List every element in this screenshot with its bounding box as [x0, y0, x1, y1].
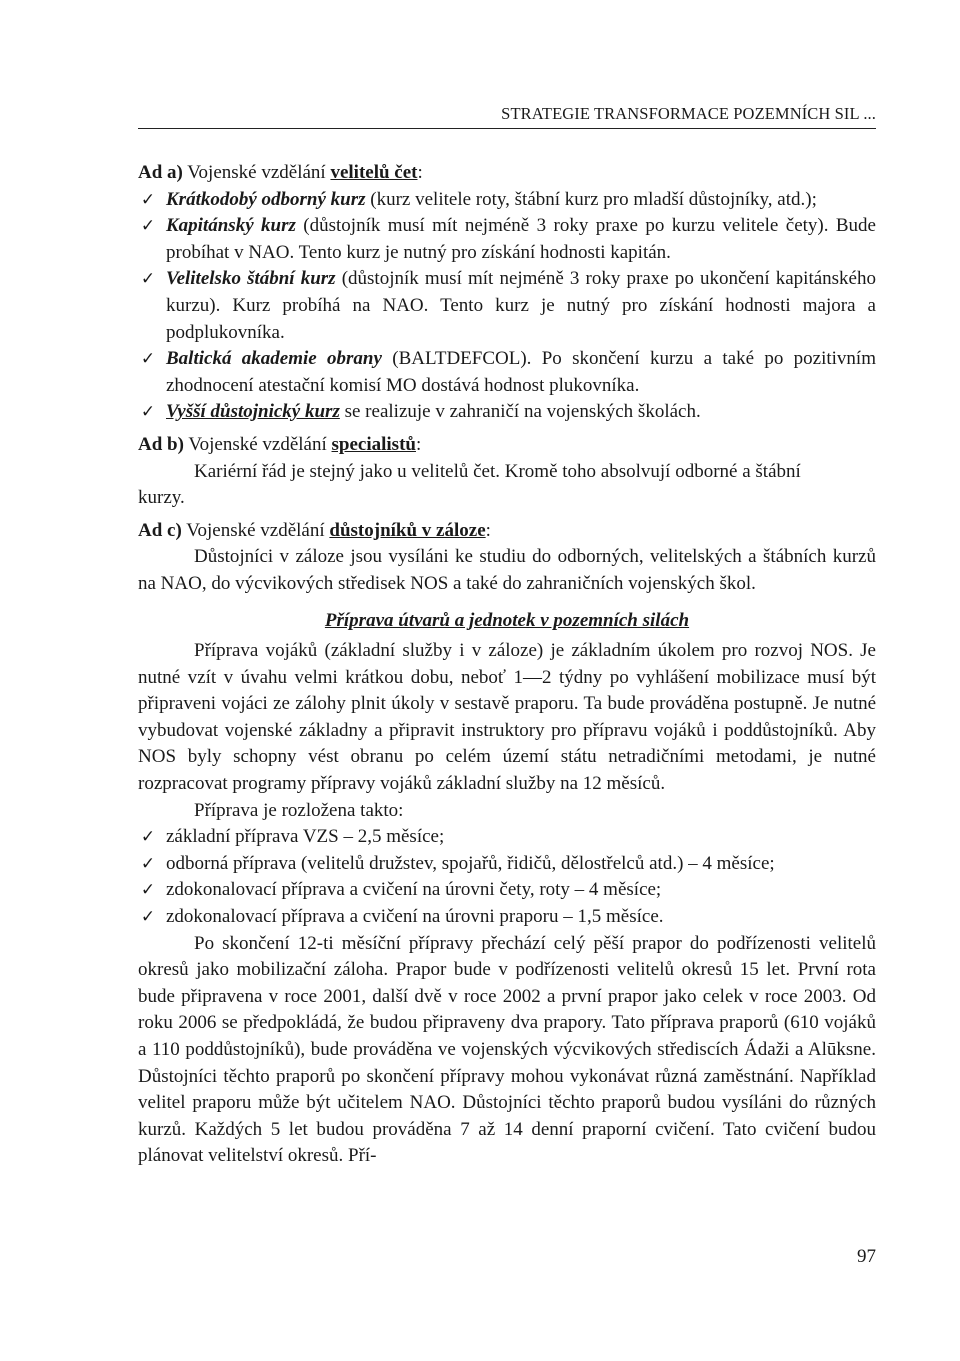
- check-icon: ✓: [140, 907, 156, 928]
- check-icon: ✓: [140, 189, 156, 210]
- course-text: (kurz velitele roty, štábní kurz pro mladší důstojníky, atd.);: [365, 188, 817, 210]
- section-c-text: Vojenské vzdělání: [181, 519, 330, 541]
- check-icon: ✓: [140, 827, 156, 848]
- section-b-term: specialistů: [331, 433, 416, 455]
- section-b-body: Kariérní řád je stejný jako u velitelů čet. Kromě toho absolvují odborné a štábní: [194, 460, 801, 482]
- list-item: [138, 187, 876, 214]
- preparation-list: [138, 824, 876, 930]
- section-a-heading: [138, 160, 876, 187]
- list-item-text: základní příprava VZS – 2,5 měsíce;: [166, 826, 445, 848]
- list-item: [138, 877, 876, 904]
- section-c-heading: [138, 518, 876, 545]
- list-item-text: odborná příprava (velitelů družstev, spojařů, řidičů, dělostřelců atd.) – 4 měsíce;: [166, 852, 775, 874]
- check-icon: ✓: [140, 402, 156, 423]
- page-number: 97: [857, 1246, 876, 1267]
- list-item: [138, 904, 876, 931]
- list-item: [138, 213, 876, 266]
- course-text: (důstojník musí mít nejméně 3 roky praxe po kurzu velitele čety). Bude probíhat v NAO. Tento kurz je nutný pro získání hodnosti kapitán.: [166, 215, 876, 263]
- list-item: [138, 851, 876, 878]
- page-body: [138, 160, 876, 1170]
- running-header: STRATEGIE TRANSFORMACE POZEMNÍCH SIL ...: [501, 104, 876, 123]
- section-b-heading: [138, 432, 876, 459]
- section-c-term: důstojníků v záloze: [329, 519, 486, 541]
- check-icon: ✓: [140, 349, 156, 370]
- course-text: (důstojník musí mít nejméně 3 roky praxe po ukončení kapitánského kurzu). Kurz probíhá na NAO. Tento kurz je nutný pro získání hodnosti majora a podplukovníka.: [166, 268, 876, 343]
- section-a-term: velitelů čet: [330, 162, 418, 183]
- section-b-colon: :: [415, 433, 422, 455]
- section-a-label: Ad a): [138, 162, 183, 183]
- section-c-label: Ad c): [138, 519, 182, 541]
- officer-course-list: [138, 187, 876, 426]
- paragraph-preparation: Příprava vojáků (základní služby i v záloze) je základním úkolem pro rozvoj NOS. Je nutné vzít v úvahu velmi krátkou dobu, neboť 1—2 týdny po vyhlášení mobilizace musí být připraveni vojáci ze zálohy plnit úkoly v sestavě praporu. Ta bude prováděna postupně. Je nutné vybudovat vojenské základny a připravit instruktory pro přípravu vojáků i poddůstojníků. Aby NOS byly schopny vést obranu po celém území státu netradičními metodami, je nutné rozpracovat programy přípravy vojáků základní služby na 12 měsíců.: [138, 640, 876, 795]
- section-b-body-end: kurzy.: [138, 487, 185, 509]
- subheading: Příprava útvarů a jednotek v pozemních silách: [324, 609, 690, 631]
- course-title: Vyšší důstojnický kurz: [166, 401, 340, 423]
- section-b-label: Ad b): [138, 433, 184, 455]
- list-item: [138, 399, 876, 426]
- header-divider: [138, 128, 876, 129]
- section-a-text: Vojenské vzdělání: [182, 162, 331, 183]
- section-b-text: Vojenské vzdělání: [183, 433, 332, 455]
- list-item-text: zdokonalovací příprava a cvičení na úrovni čety, roty – 4 měsíce;: [166, 879, 662, 901]
- section-c-body: Důstojníci v záloze jsou vysíláni ke studiu do odborných, velitelských a štábních kurzů na NAO, do výcvikových středisek NOS a také do zahraničních vojenských škol.: [138, 546, 876, 594]
- course-title: Krátkodobý odborný kurz: [166, 188, 366, 210]
- check-icon: ✓: [140, 216, 156, 237]
- paragraph-intro: Příprava je rozložena takto:: [194, 799, 404, 821]
- course-text: (BALTDEFCOL). Po skončení kurzu a také po pozitivním zhodnocení atestační komisí MO dostává hodnost plukovníka.: [166, 348, 876, 396]
- check-icon: ✓: [140, 269, 156, 290]
- check-icon: ✓: [140, 880, 156, 901]
- course-text: se realizuje v zahraničí na vojenských školách.: [339, 401, 701, 423]
- check-icon: ✓: [140, 853, 156, 874]
- list-item-text: zdokonalovací příprava a cvičení na úrovni praporu – 1,5 měsíce.: [166, 906, 664, 928]
- paragraph-battalions: Po skončení 12-ti měsíční přípravy přechází celý pěší prapor do podřízenosti velitelů okresů jako mobilizační záloha. Prapor bude v podřízenosti velitelů okresů 15 let. První rota bude připravena v roce 2001, další dvě v roce 2002 a první prapor jako celek v roce 2003. Od roku 2006 se předpokládá, že budou připraveny dva prapory. Tato příprava praporů (610 vojáků a 110 poddůstojníků), bude prováděna ve vojenských výcvikových střediscích Ádaži a Alūksne. Důstojníci těchto praporů po skončení přípravy mohou vykonávat různá zaměstnání. Například velitel praporu může být učitelem NAO. Důstojníci těchto praporů budou vysíláni do různých kurzů. Každých 5 let budou prováděna 7 až 14 denní praporní cvičení. Tato cvičení budou plánovat velitelství okresů. Pří-: [138, 932, 876, 1167]
- section-a-colon: :: [417, 162, 423, 183]
- course-title: Velitelsko štábní kurz: [166, 268, 336, 290]
- list-item: [138, 824, 876, 851]
- section-c-colon: :: [485, 519, 491, 541]
- list-item: [138, 266, 876, 346]
- course-title: Baltická akademie obrany: [166, 348, 382, 370]
- course-title: Kapitánský kurz: [166, 215, 296, 237]
- list-item: [138, 346, 876, 399]
